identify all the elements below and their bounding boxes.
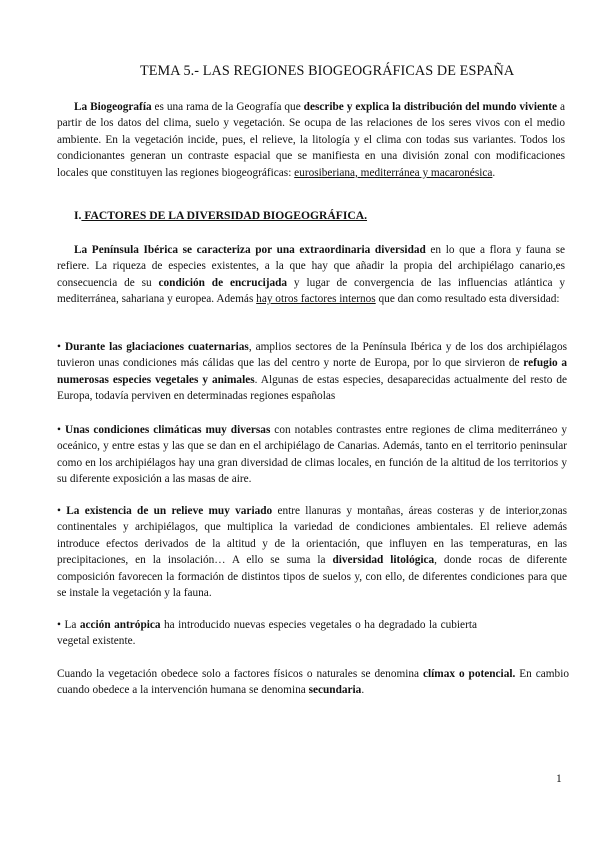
closing-text-3: . bbox=[361, 684, 365, 697]
bullet-clima bbox=[57, 422, 567, 488]
bullet3-text-2: , donde rocas de diferente composición favorecen la formación de distintos tipos de suelos y, con ello, de diferentes condiciones para que se instale la vegetación y la fauna. bbox=[57, 554, 567, 600]
para2-text-1: en lo que a flora y fauna se refiere. La riqueza de especies existentes, a la que hay que añadir la propia del archipiélago canario,es consecuencia de su bbox=[57, 244, 566, 289]
bullet1-text-2: . Algunas de estas especies, desaparecidas actualmente del resto de Europa, todavía perviven en determinadas regiones españolas bbox=[57, 373, 567, 403]
bullet-relieve bbox=[57, 503, 567, 601]
closing-paragraph bbox=[57, 666, 569, 699]
bullet2-bold-1: Unas condiciones climáticas muy diversas bbox=[64, 424, 271, 436]
bullet1-bold-1: Durante las glaciaciones cuaternarias bbox=[64, 341, 249, 353]
intro-bold-definition: describe y explica la distribución del mundo viviente bbox=[303, 101, 558, 113]
para2-underline: hay otros factores internos bbox=[256, 293, 376, 306]
bullet4-bold-1: acción antrópica bbox=[79, 619, 161, 631]
diversity-paragraph bbox=[57, 242, 565, 308]
page-number: 1 bbox=[556, 773, 562, 785]
bullet2-text-1: con notables contrastes entre regiones de clima mediterráneo y oceánico, y entre estas y las que se dan en el archipiélago de Canarias. Además, tanto en el territorio peninsular como en los archipiélagos hay una gran diversidad de climas locales, en función de la altitud de los territorios y su diferente exposición a las masas de aire. bbox=[57, 424, 567, 486]
intro-text-3: . bbox=[492, 166, 496, 179]
intro-text-1: es una rama de la Geografía que bbox=[151, 101, 304, 113]
section-number: I. bbox=[74, 209, 82, 222]
bullet-glaciaciones bbox=[57, 339, 567, 405]
closing-bold-1: clímax o potencial. bbox=[423, 668, 516, 680]
bullet1-text-1: , amplios sectores de la Península Ibérica y de los dos archipiélagos tuvieron unas condiciones más cálidas que las del centro y norte de Europa, por lo que sirvieron de bbox=[57, 341, 567, 370]
section-title: FACTORES DE LA DIVERSIDAD BIOGEOGRÁFICA. bbox=[81, 209, 368, 222]
closing-text-2: En cambio cuando obedece a la intervención humana se denomina bbox=[57, 668, 569, 697]
bullet-marker: • bbox=[57, 341, 61, 353]
bullet3-bold-1: La existencia de un relieve muy variado bbox=[66, 505, 273, 517]
regions-list: eurosiberiana, mediterránea y macaronésica bbox=[294, 166, 493, 179]
intro-paragraph bbox=[57, 99, 565, 181]
section-heading bbox=[74, 209, 367, 222]
page-title: TEMA 5.- LAS REGIONES BIOGEOGRÁFICAS DE ESPAÑA bbox=[140, 63, 515, 79]
bullet4-text-1: La bbox=[64, 619, 80, 631]
bullet4-text-2: ha introducido nuevas especies vegetales o ha degradado la cubierta vegetal existente. bbox=[57, 619, 477, 648]
para2-text-2: y lugar de convergencia de las influencias atlántica y mediterránea, sahariana y europea. Además bbox=[57, 276, 566, 306]
para2-text-3: que dan como resultado esta diversidad: bbox=[375, 293, 560, 306]
bullet1-bold-2: refugio a numerosas especies vegetales y animales bbox=[57, 357, 568, 386]
para2-bold-1: La Península Ibérica se caracteriza por una extraordinaria diversidad bbox=[74, 244, 426, 256]
bullet-marker: • bbox=[57, 505, 61, 517]
para2-bold-2: condición de encrucijada bbox=[158, 276, 288, 289]
bullet-antropica bbox=[57, 617, 477, 650]
bullet-marker: • bbox=[57, 424, 61, 436]
closing-text-1: Cuando la vegetación obedece solo a factores físicos o naturales se denomina bbox=[57, 668, 424, 680]
term-biogeografia: La Biogeografía bbox=[74, 101, 152, 113]
bullet3-text-1: entre llanuras y montañas, áreas costeras y de interior,zonas continentales y archipiélagos, que multiplica la variedad de condiciones ambientales. El relieve además introduce efectos derivados de la altitud y de la orientación, que influyen en las temperaturas, en las precipitaciones, en la insolación… A ello se suma la bbox=[57, 505, 568, 567]
intro-text-2: a partir de los datos del clima, suelo y vegetación. Se ocupa de las relaciones de los seres vivos con el medio ambiente. En la vegetación incide, pues, el relieve, la litología y el clima con todas sus variantes. Todos los condicionantes generan un contraste espacial que se manifiesta en una división zonal con modificaciones locales que constituyen las regiones biogeográficas: bbox=[57, 101, 565, 179]
bullet-marker: • bbox=[57, 619, 61, 631]
bullet3-bold-2: diversidad litológica bbox=[332, 554, 435, 567]
closing-bold-2: secundaria bbox=[308, 684, 362, 697]
